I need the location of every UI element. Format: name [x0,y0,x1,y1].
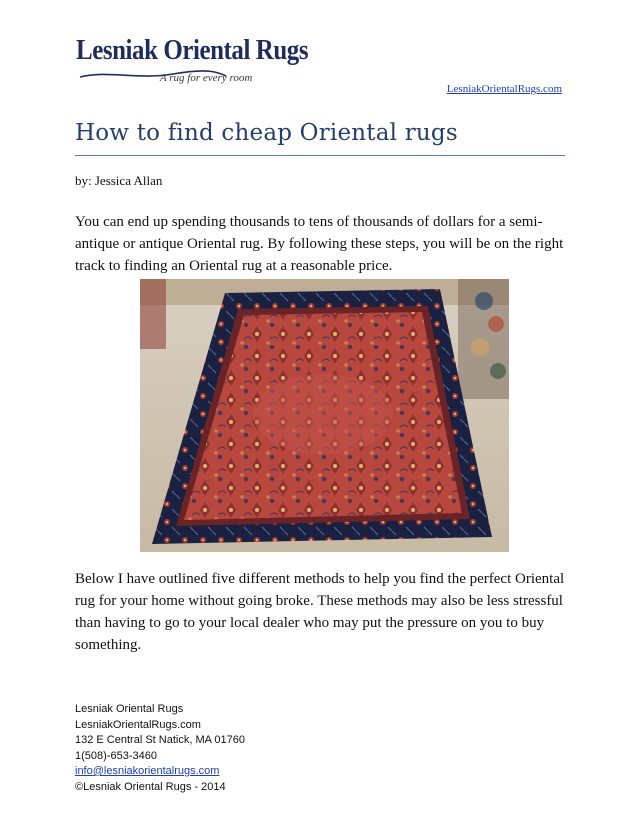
website-link[interactable]: LesniakOrientalRugs.com [446,83,562,95]
title-divider [75,155,565,156]
oriental-rug-photo [140,279,509,552]
footer-copyright: ©Lesniak Oriental Rugs - 2014 [75,780,226,793]
footer-email-link[interactable]: info@lesniakorientalrugs.com [75,765,220,777]
footer-website: LesniakOrientalRugs.com [75,718,201,731]
company-logo [76,34,309,94]
contact-footer [75,702,245,795]
footer-phone: 1(508)-653-3460 [75,749,157,762]
intro-paragraph: You can end up spending thousands to tens of thousands of dollars for a semi-antique or antique Oriental rug. By following these steps, you will be on the right track to finding an Oriental rug at a reasonable price. [75,214,564,274]
article-title: How to find cheap Oriental rugs [75,120,458,146]
footer-address: 132 E Central St Natick, MA 01760 [75,734,245,746]
article-byline: by: Jessica Allan [75,173,163,188]
logo-title: Lesniak Oriental Rugs [76,34,309,66]
logo-tagline: A rug for every room [160,72,253,84]
body-paragraph: Below I have outlined five different methods to help you find the perfect Oriental rug for your home without going broke. These methods may also be less stressful than having to go to your local dealer who may put the pressure on you to buy something. [75,571,565,653]
footer-company: Lesniak Oriental Rugs [75,703,184,715]
